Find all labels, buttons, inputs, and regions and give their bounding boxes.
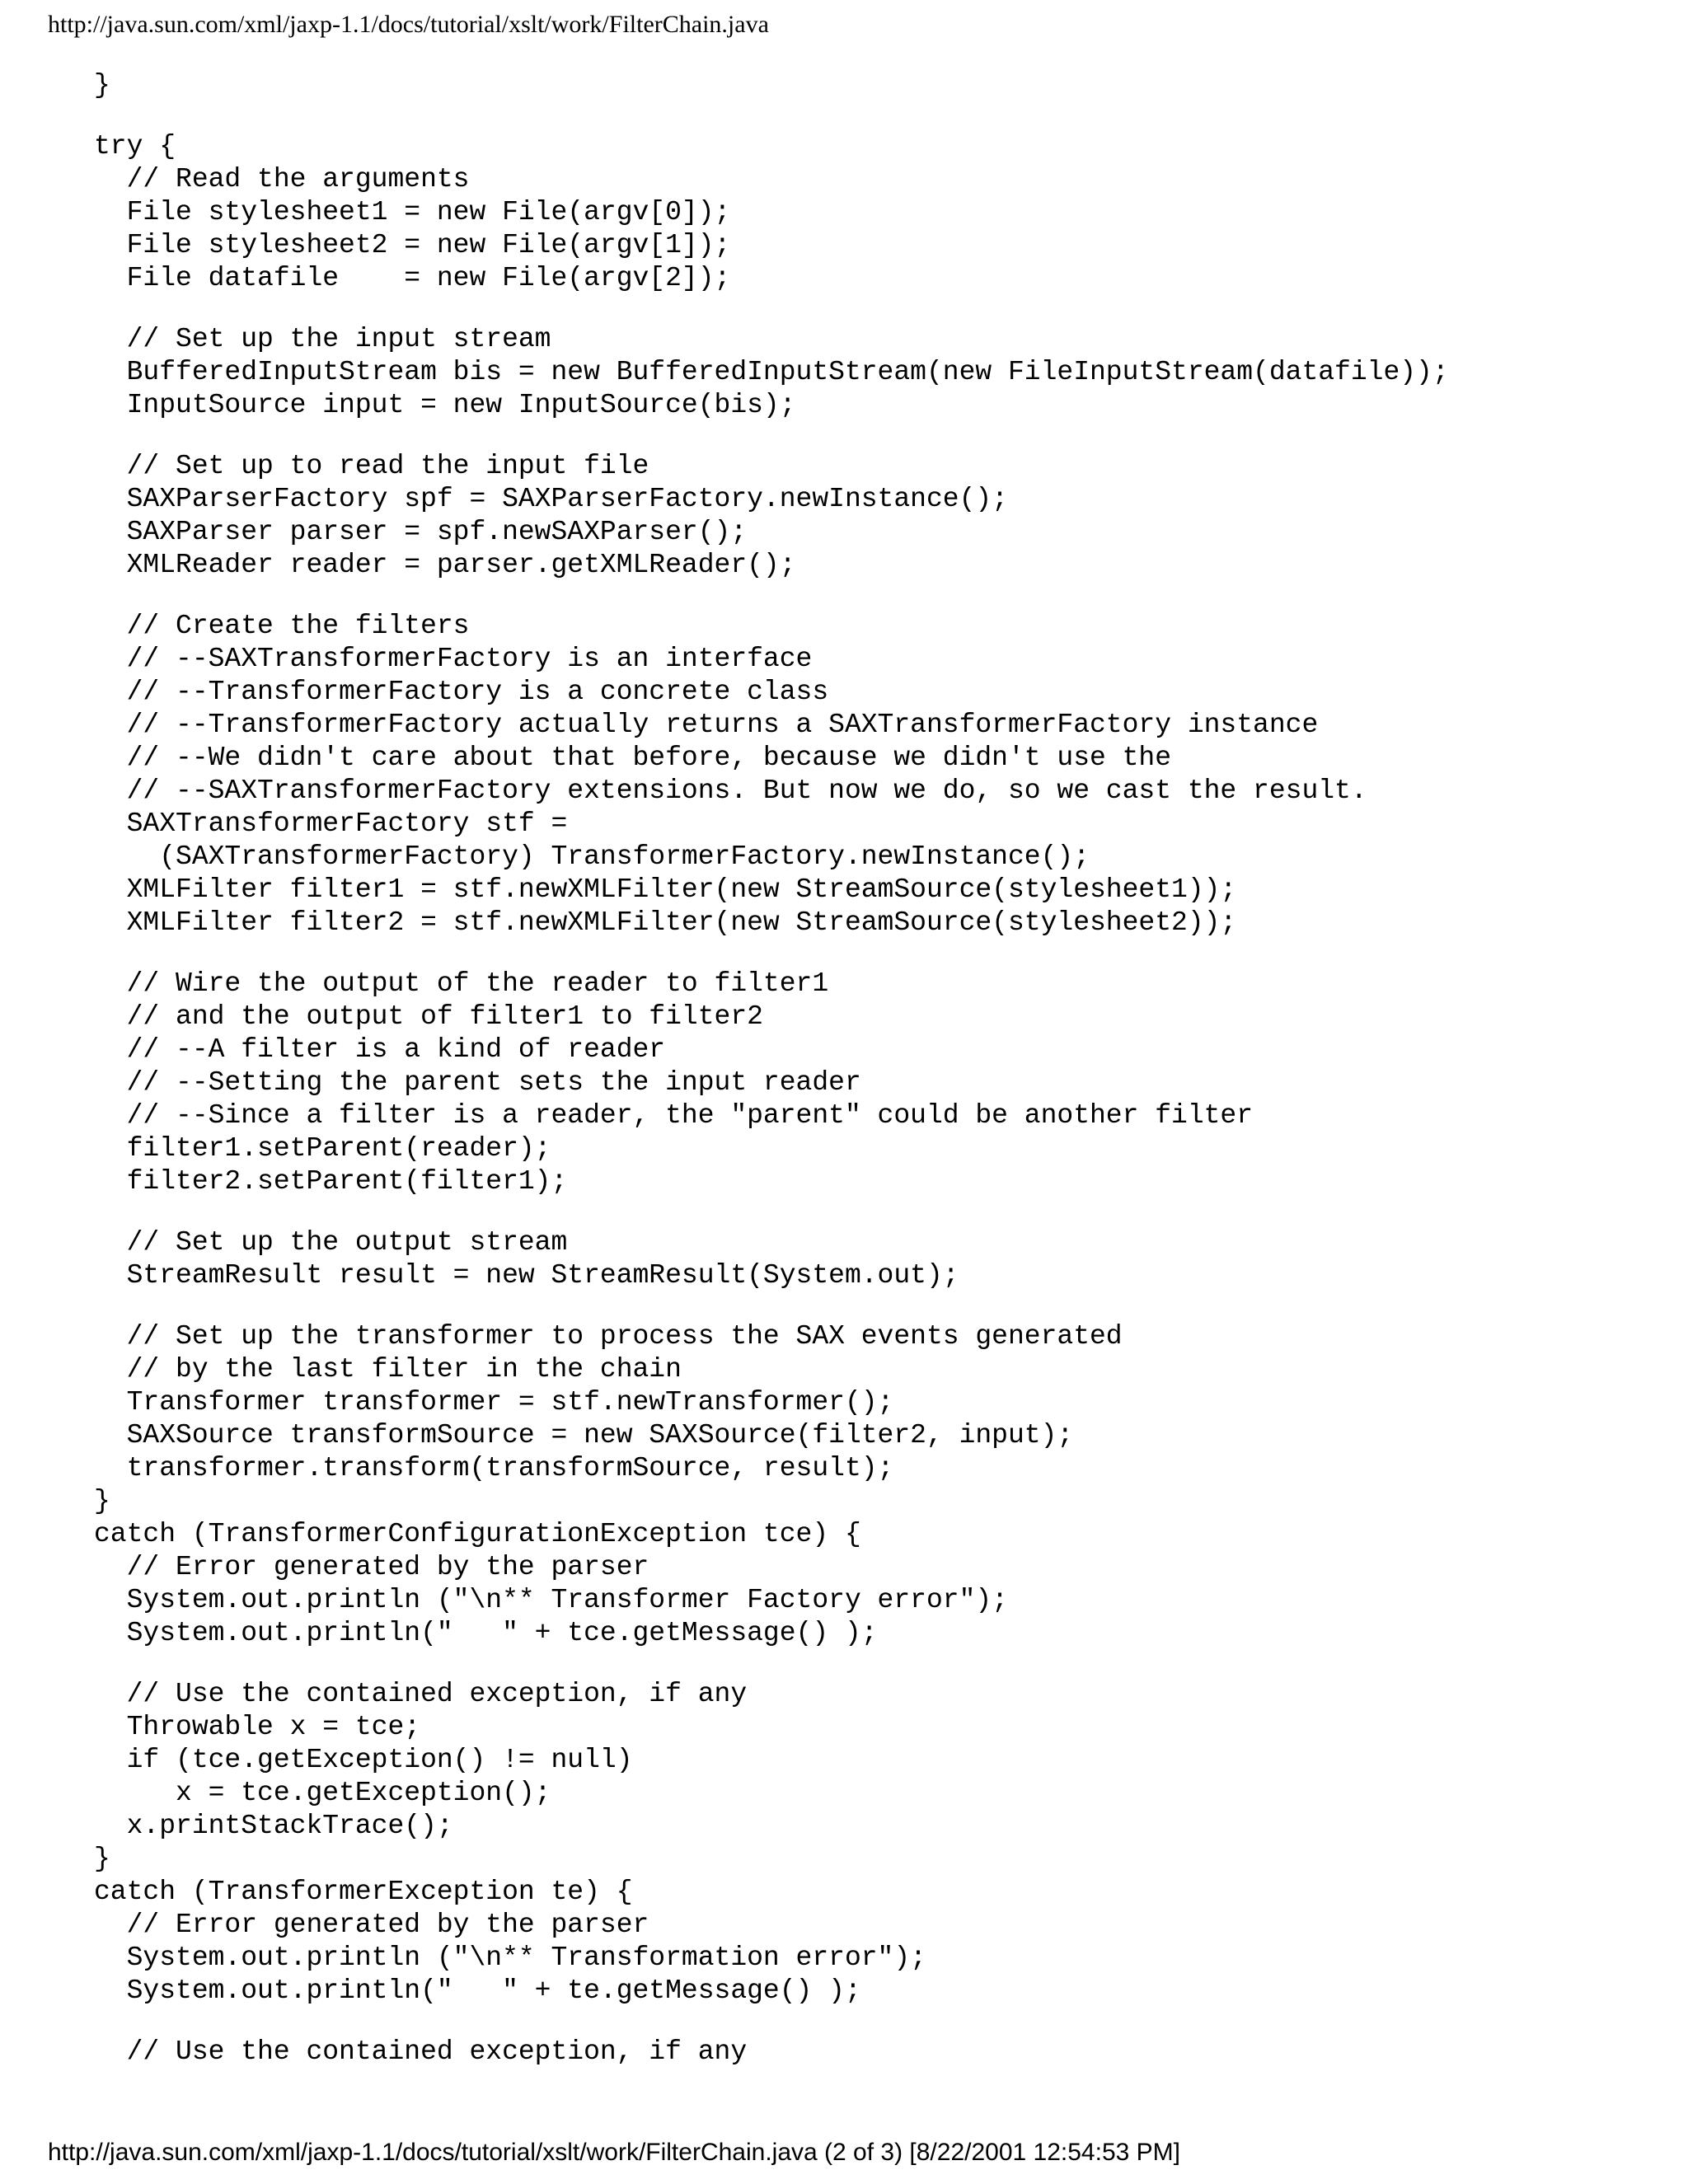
code-line: // Error generated by the parser bbox=[94, 1910, 649, 1940]
code-line: // --SAXTransformerFactory extensions. But now we do, so we cast the result. bbox=[94, 776, 1367, 806]
code-line: BufferedInputStream bis = new BufferedInputStream(new FileInputStream(datafile)); bbox=[94, 357, 1449, 387]
code-line: filter1.setParent(reader); bbox=[94, 1133, 551, 1164]
code-line: System.out.println(" " + te.getMessage() ); bbox=[94, 1975, 861, 2006]
code-line: StreamResult result = new StreamResult(System.out); bbox=[94, 1260, 959, 1291]
code-line: // Set up to read the input file bbox=[94, 451, 649, 481]
code-line: System.out.println ("\n** Transformer Factory error"); bbox=[94, 1585, 1008, 1615]
code-line: Throwable x = tce; bbox=[94, 1712, 421, 1742]
code-line: // Set up the input stream bbox=[94, 324, 551, 354]
code-line: x.printStackTrace(); bbox=[94, 1811, 453, 1841]
code-line: x = tce.getException(); bbox=[94, 1778, 551, 1808]
code-line: transformer.transform(transformSource, result); bbox=[94, 1453, 894, 1483]
code-line: } bbox=[94, 1844, 110, 1874]
code-line: // Set up the transformer to process the SAX events generated bbox=[94, 1321, 1123, 1352]
code-line: try { bbox=[94, 131, 176, 162]
code-line: XMLFilter filter1 = stf.newXMLFilter(new StreamSource(stylesheet1)); bbox=[94, 874, 1237, 905]
code-line: } bbox=[94, 1486, 110, 1516]
code-listing bbox=[94, 69, 1449, 2069]
code-line: // Wire the output of the reader to filter1 bbox=[94, 968, 829, 999]
code-line: } bbox=[94, 70, 110, 101]
code-line: // --TransformerFactory is a concrete class bbox=[94, 677, 829, 707]
code-line: // --TransformerFactory actually returns a SAXTransformerFactory instance bbox=[94, 710, 1319, 740]
code-line: (SAXTransformerFactory) TransformerFactory.newInstance(); bbox=[94, 841, 1090, 872]
code-line: SAXParser parser = spf.newSAXParser(); bbox=[94, 517, 748, 547]
code-line: // by the last filter in the chain bbox=[94, 1354, 682, 1385]
code-line: System.out.println(" " + tce.getMessage() ); bbox=[94, 1618, 878, 1648]
page-footer-url: http://java.sun.com/xml/jaxp-1.1/docs/tutorial/xslt/work/FilterChain.java (2 of 3) [8/22/2001 12:54:53 PM] bbox=[48, 2139, 1180, 2166]
code-line: // Set up the output stream bbox=[94, 1227, 568, 1258]
code-line: Transformer transformer = stf.newTransformer(); bbox=[94, 1387, 894, 1418]
code-line bbox=[94, 102, 1449, 130]
code-line: SAXParserFactory spf = SAXParserFactory.newInstance(); bbox=[94, 484, 1008, 514]
page-header-url: http://java.sun.com/xml/jaxp-1.1/docs/tutorial/xslt/work/FilterChain.java bbox=[48, 11, 769, 38]
code-line bbox=[94, 1292, 1449, 1320]
code-line: // and the output of filter1 to filter2 bbox=[94, 1001, 763, 1032]
code-line: catch (TransformerConfigurationException tce) { bbox=[94, 1519, 861, 1549]
code-line: // Error generated by the parser bbox=[94, 1552, 649, 1582]
code-line: catch (TransformerException te) { bbox=[94, 1877, 633, 1907]
code-line bbox=[94, 422, 1449, 450]
code-line: // Use the contained exception, if any bbox=[94, 1679, 748, 1709]
code-line: // --We didn't care about that before, because we didn't use the bbox=[94, 743, 1172, 773]
code-line: SAXTransformerFactory stf = bbox=[94, 808, 568, 839]
code-line bbox=[94, 582, 1449, 610]
code-line bbox=[94, 1650, 1449, 1678]
code-line: XMLFilter filter2 = stf.newXMLFilter(new StreamSource(stylesheet2)); bbox=[94, 907, 1237, 938]
code-line: // --SAXTransformerFactory is an interface bbox=[94, 644, 813, 674]
code-line bbox=[94, 940, 1449, 968]
code-line: // --Setting the parent sets the input reader bbox=[94, 1067, 861, 1098]
code-line: System.out.println ("\n** Transformation error"); bbox=[94, 1943, 926, 1973]
code-line bbox=[94, 1198, 1449, 1226]
code-line: InputSource input = new InputSource(bis); bbox=[94, 390, 796, 420]
code-line: // --Since a filter is a reader, the "parent" could be another filter bbox=[94, 1100, 1254, 1131]
code-line: // --A filter is a kind of reader bbox=[94, 1034, 666, 1065]
code-line: // Create the filters bbox=[94, 611, 470, 641]
code-line: File datafile = new File(argv[2]); bbox=[94, 263, 731, 293]
code-line: File stylesheet1 = new File(argv[0]); bbox=[94, 197, 731, 227]
code-line: filter2.setParent(filter1); bbox=[94, 1166, 568, 1197]
code-line: if (tce.getException() != null) bbox=[94, 1745, 633, 1775]
code-line: SAXSource transformSource = new SAXSource(filter2, input); bbox=[94, 1420, 1074, 1451]
code-line: XMLReader reader = parser.getXMLReader(); bbox=[94, 550, 796, 580]
code-line bbox=[94, 2008, 1449, 2036]
code-line: // Read the arguments bbox=[94, 164, 470, 194]
code-line bbox=[94, 295, 1449, 323]
code-line: File stylesheet2 = new File(argv[1]); bbox=[94, 230, 731, 260]
code-line: // Use the contained exception, if any bbox=[94, 2036, 748, 2067]
